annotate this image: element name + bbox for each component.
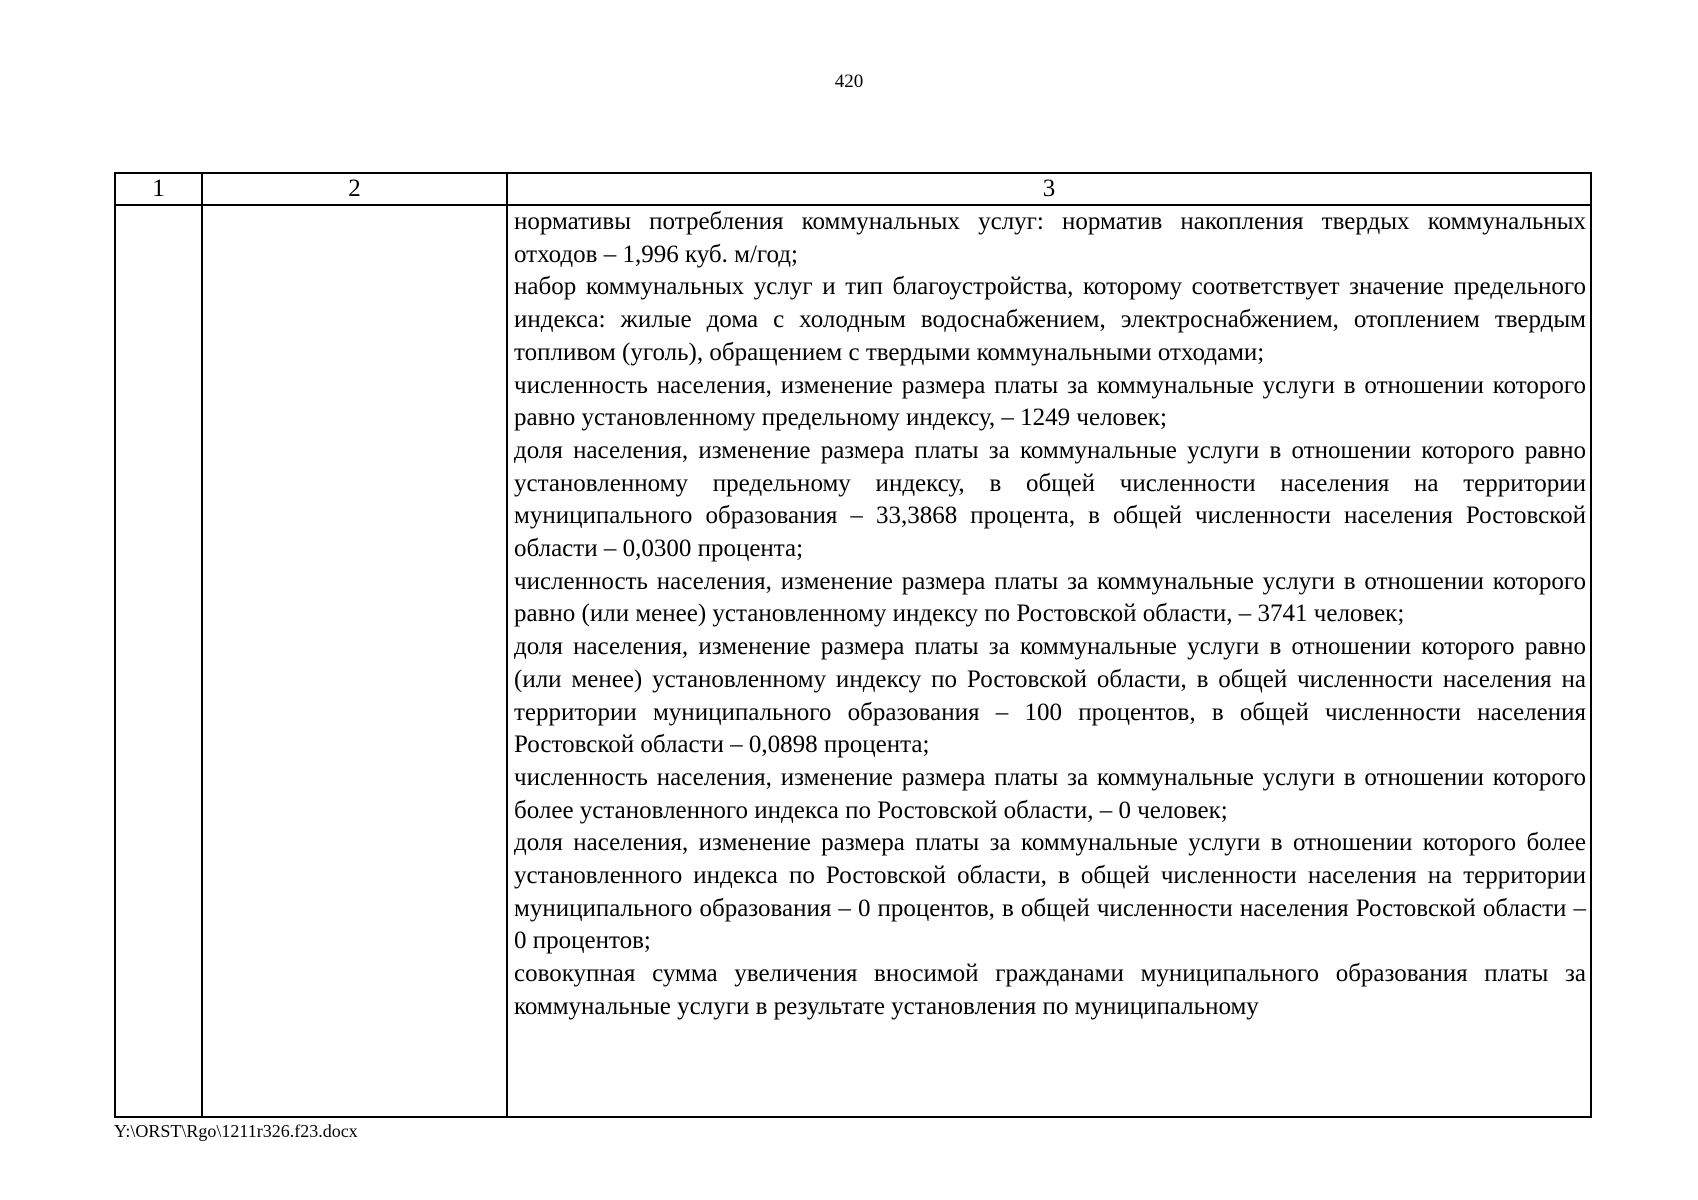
column-header-2: 2 [202,173,507,205]
column-header-1: 1 [115,173,202,205]
page-number: 420 [834,71,864,92]
cell-column-3 [507,205,1591,1117]
cell-column-2 [202,205,507,1117]
document-table [114,172,1592,1118]
paragraph-population-equal-or-less-regional: численность населения, изменение размера платы за коммунальные услуги в отношении которого равно (или менее) установленному индексу по Ростовской области, – 3741 человек; [514,567,1586,628]
paragraph-population-above-regional: численность населения, изменение размера платы за коммунальные услуги в отношении которого более установленного индекса по Ростовской области, – 0 человек; [514,763,1586,824]
paragraph-total-increase-sum: совокупная сумма увеличения вносимой гражданами муниципального образования платы за коммунальные услуги в результате установления по муниципальному [514,960,1586,1020]
column-header-3: 3 [507,173,1591,205]
table-header-row [115,173,1591,205]
paragraph-share-equal-limit: доля населения, изменение размера платы за коммунальные услуги в отношении которого равно установленному предельному индексу, в общей численности населения на территории муниципального образования – 33,3868 процента, в общей численности населения Ростовской области – 0,0300 процента; [514,436,1586,563]
table-row [115,205,1591,1117]
paragraph-share-equal-or-less-regional: доля населения, изменение размера платы за коммунальные услуги в отношении которого равно (или менее) установленному индексу по Ростовской области, в общей численности населения на территории муниципального образования – 100 процентов, в общей численности населения Ростовской области – 0,0898 процента; [514,633,1586,759]
cell-column-1 [115,205,202,1117]
footer-file-path: Y:\ORST\Rgo\1211r326.f23.docx [114,1121,358,1141]
paragraph-utility-set: набор коммунальных услуг и тип благоустройства, которому соответствует значение предельного индекса: жилые дома с холодным водоснабжением, электроснабжением, отоплением твердым топливом (уголь), обращением с твердыми коммунальными отходами; [514,273,1586,366]
paragraph-share-above-regional: доля населения, изменение размера платы за коммунальные услуги в отношении которого более установленного индекса по Ростовской области, в общей численности населения на территории муниципального образования – 0 процентов, в общей численности населения Ростовской области – 0 процентов; [514,829,1586,955]
paragraph-solid-waste-norm: нормативы потребления коммунальных услуг: норматив накопления твердых коммунальных отходов – 1,996 куб. м/год; [514,208,1586,268]
paragraph-population-equal-limit: численность населения, изменение размера платы за коммунальные услуги в отношении которого равно установленному предельному индексу, – 1249 человек; [514,371,1586,432]
